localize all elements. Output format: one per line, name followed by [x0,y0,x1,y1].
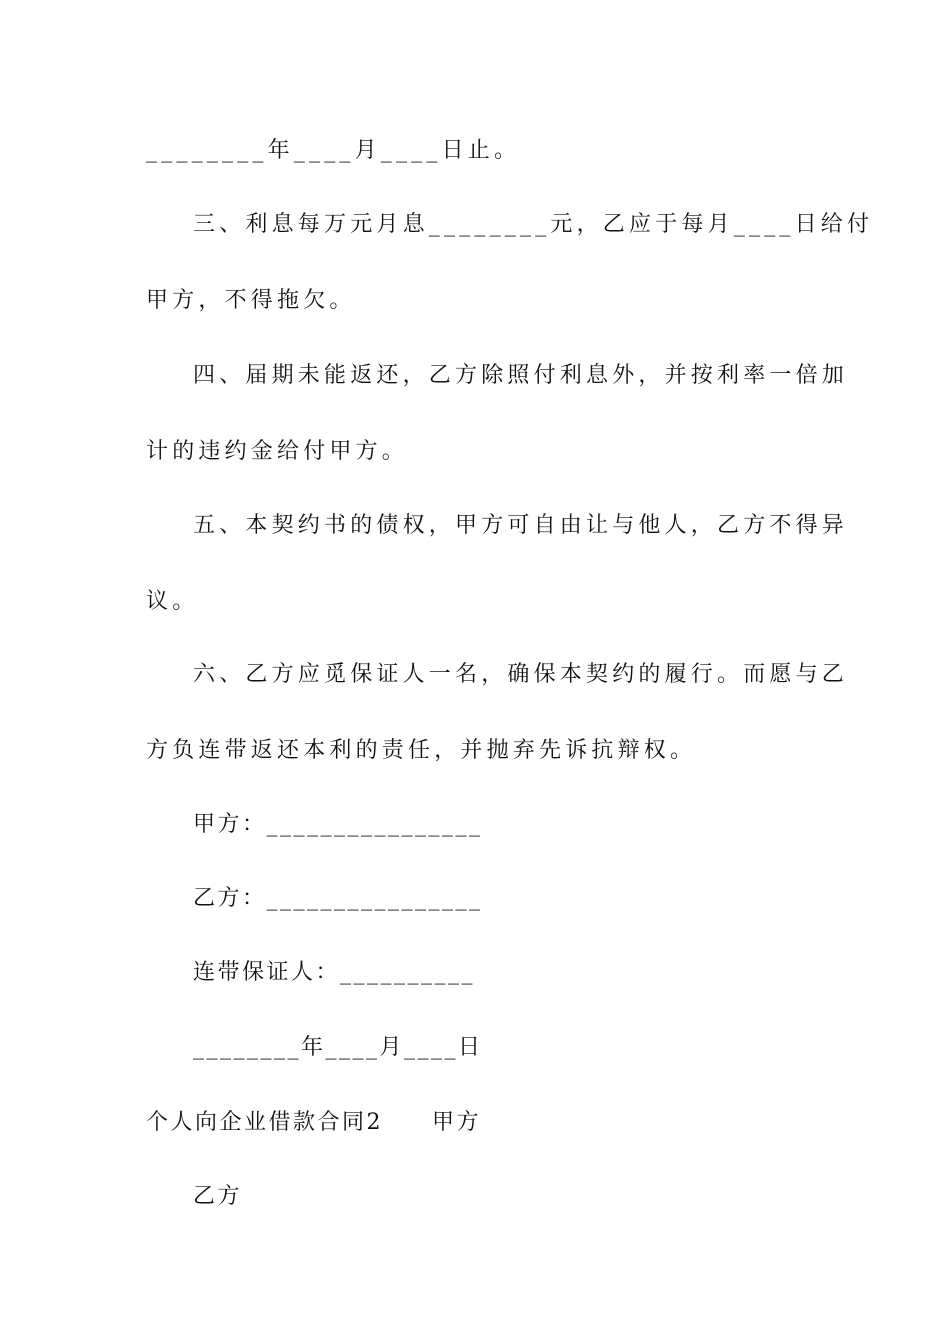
party-b-signature-line: 乙方：________________ [193,886,483,911]
clause-5-line-1: 五、本契约书的债权，甲方可自由让与他人，乙方不得异 [193,513,849,538]
clause-4-line-2: 计的违约金给付甲方。 [146,439,409,464]
party-b-label-line: 乙方 [193,1184,243,1209]
clause-3-line-1: 三、利息每万元月息________元，乙应于每月____日给付 [193,212,874,237]
clause-3-line-2: 甲方，不得拖欠。 [146,288,356,313]
clause-4-line-1: 四、届期未能返还，乙方除照付利息外，并按利率一倍加 [193,363,849,388]
signing-date-line: ________年____月____日 [193,1035,483,1060]
clause-5-line-2: 议。 [146,589,199,614]
end-date-line: ________年____月____日止。 [146,138,521,163]
guarantor-signature-line: 连带保证人：__________ [193,960,476,985]
second-contract-title-line: 个人向企业借款合同2 甲方 [146,1110,481,1135]
clause-6-line-2: 方负连带返还本利的责任，并抛弃先诉抗辩权。 [146,738,697,763]
party-a-signature-line: 甲方：________________ [193,812,483,837]
clause-6-line-1: 六、乙方应觅保证人一名，确保本契约的履行。而愿与乙 [193,662,849,687]
